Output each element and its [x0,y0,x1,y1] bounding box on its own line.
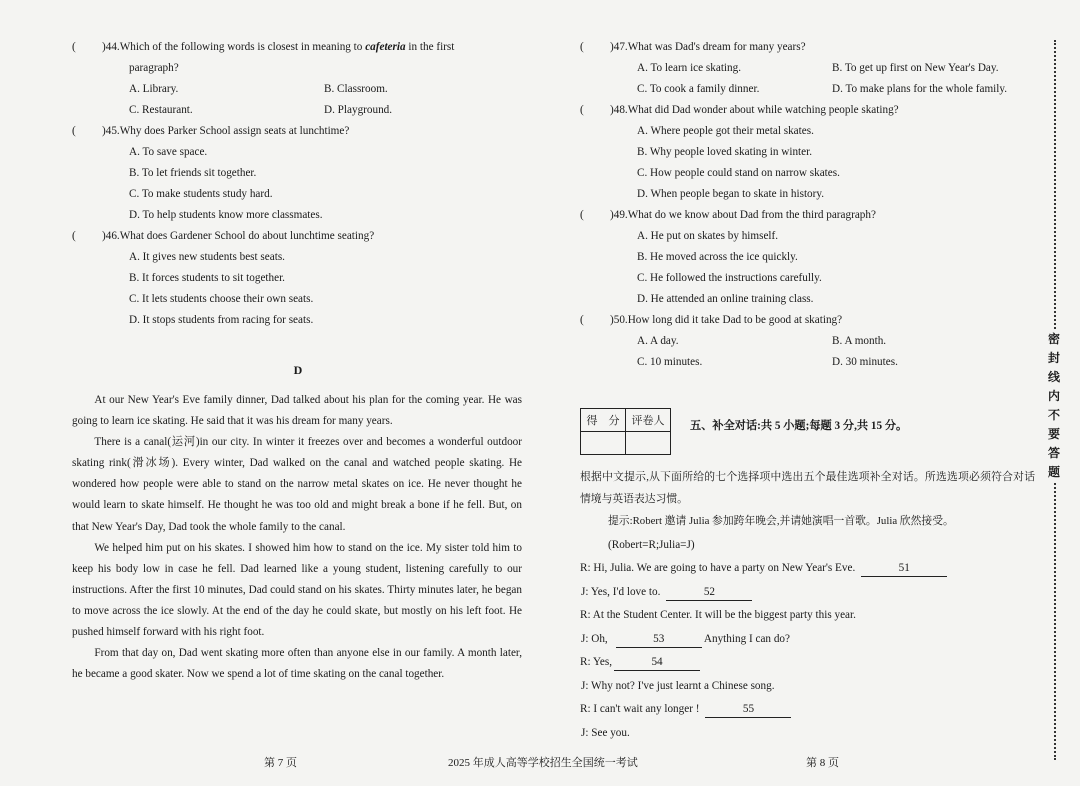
question-46 [72,226,524,331]
grader-header: 评卷人 [626,409,671,432]
option-d[interactable]: D. To help students know more classmates. [129,209,323,221]
question-50 [580,310,1035,373]
question-stem: What was Dad's dream for many years? [627,41,806,53]
section-title: 五、补全对话:共 5 小题;每题 3 分,共 15 分。 [690,420,908,432]
score-cell[interactable] [581,432,626,455]
question-number: )48. [610,104,628,116]
passage-paragraph: We helped him put on his skates. I showed him how to stand on the ice. My sister told him to keep his body low in case he fell. Dad learned like a young student, listening carefully to our instructions. After the first 10 minutes, Dad could stand on his skates. Thirty minutes later, he began to move across the ice slowly. At the end of the day he could skate, but mostly on his left foot. He pushed himself forward with his right foot. [72,541,522,639]
dialogue-line-52 [580,581,1035,605]
dialogue-line-55 [580,698,1035,722]
option-a[interactable]: A. Library. [129,83,179,95]
score-header: 得 分 [581,409,626,432]
option-a[interactable]: A. To learn ice skating. [637,62,742,74]
question-stem: Why does Parker School assign seats at lunchtime? [119,125,350,137]
dialogue-text: R: Hi, Julia. We are going to have a party on New Year's Eve. [580,562,856,574]
option-c[interactable]: C. 10 minutes. [637,356,703,368]
option-b[interactable]: B. Why people loved skating in winter. [637,146,813,158]
dialogue-line-54 [580,651,1035,675]
question-47 [580,37,1035,100]
passage-paragraph: At our New Year's Eve family dinner, Dad talked about his plan for the coming year. He was going to learn ice skating. He said that it was his dream for many years. [72,394,522,428]
dialogue-text: R: Yes, [580,656,613,668]
seal-line-notice: 密封线内不要答题 [1046,330,1062,482]
option-d[interactable]: D. When people began to skate in history. [637,188,825,200]
answer-blank-52[interactable]: 52 [666,585,752,601]
answer-blank-55[interactable]: 55 [705,702,791,718]
question-number: )49. [610,209,628,221]
option-a[interactable]: A. He put on skates by himself. [637,230,779,242]
dialogue-text: Anything I can do? [701,632,790,645]
grader-cell[interactable] [626,432,671,455]
key-word: cafeteria [365,41,406,53]
option-d[interactable]: D. 30 minutes. [832,356,898,368]
instructions: 根据中文提示,从下面所给的七个选择项中选出五个最佳选项补全对话。所选选项必须符合对话情境与英语表达习惯。 [580,471,1035,505]
option-a[interactable]: A. A day. [637,335,679,347]
question-48 [580,100,1035,205]
option-d[interactable]: D. He attended an online training class. [637,293,814,305]
score-table [580,408,671,455]
answer-bracket[interactable]: ( [72,230,76,242]
question-stem-continued: paragraph? [129,62,179,74]
option-d[interactable]: D. To make plans for the whole family. [832,83,1008,95]
question-49 [580,205,1035,310]
passage-paragraph: There is a canal(运河)in our city. In winter it freezes over and becomes a wonderful outdoor skating rink(滑冰场). Every winter, Dad walked on the canal and watched people skating. He wondered how people were able to stand on the narrow metal skates on ice. He never thought he would learn to skate himself. He thought he was too old and might break a bone if he fell. But, on that New Year's Day, Dad took the whole family to the canal. [72,436,522,533]
question-number: )50. [610,314,628,326]
option-c[interactable]: C. It lets students choose their own seats. [129,293,314,305]
question-number: )45. [102,125,120,137]
option-c[interactable]: C. To make students study hard. [129,188,273,200]
option-b[interactable]: B. A month. [832,335,887,347]
passage-d [72,360,524,685]
question-number: )46. [102,230,120,242]
left-page [72,37,524,331]
option-d[interactable]: D. It stops students from racing for seats. [129,314,314,326]
option-b[interactable]: B. Classroom. [324,83,388,95]
option-c[interactable]: C. How people could stand on narrow skates. [637,167,840,179]
dialogue-text: R: I can't wait any longer ! [580,703,700,715]
option-a[interactable]: A. Where people got their metal skates. [637,125,814,137]
question-number: )44. [102,41,120,53]
option-b[interactable]: B. To let friends sit together. [129,167,257,179]
option-b[interactable]: B. It forces students to sit together. [129,272,285,284]
option-b[interactable]: B. To get up first on New Year's Day. [832,62,999,74]
answer-bracket[interactable]: ( [72,125,76,137]
question-stem: What does Gardener School do about lunchtime seating? [119,230,375,242]
dialogue-text: J: Yes, I'd love to. [581,585,661,598]
answer-bracket[interactable]: ( [580,104,584,116]
answer-blank-54[interactable]: 54 [614,655,700,671]
answer-bracket[interactable]: ( [580,209,584,221]
option-c[interactable]: C. He followed the instructions carefully. [637,272,822,284]
answer-bracket[interactable]: ( [580,41,584,53]
hint: 提示:Robert 邀请 Julia 参加跨年晚会,并请她演唱一首歌。Julia 欣然接受。 [608,515,954,527]
option-b[interactable]: B. He moved across the ice quickly. [637,251,798,263]
page-number-right: 第 8 页 [806,757,839,769]
answer-bracket[interactable]: ( [72,41,76,53]
section-five [580,408,1035,745]
right-page [580,37,1035,373]
section-title: D [293,363,303,377]
answer-blank-51[interactable]: 51 [861,561,947,577]
dialogue-line: J: Why not? I've just learnt a Chinese song. [581,679,775,692]
option-a[interactable]: A. To save space. [129,146,208,158]
question-44 [72,37,524,121]
dialogue-text: J: Oh, [581,632,608,645]
question-stem: What did Dad wonder about while watching people skating? [627,104,899,116]
question-stem: Which of the following words is closest in meaning to [119,41,366,53]
dialogue-line: J: See you. [581,726,630,739]
passage-paragraph: From that day on, Dad went skating more often than anyone else in our family. A month later, he became a good skater. Now we spend a lot of time skating on the canal together. [72,647,522,681]
exam-title: 2025 年成人高等学校招生全国统一考试 [448,757,638,769]
dialogue-line: R: At the Student Center. It will be the biggest party this year. [580,609,856,621]
role-legend: (Robert=R;Julia=J) [608,539,695,551]
option-d[interactable]: D. Playground. [324,104,393,116]
page-number-left: 第 7 页 [264,757,297,769]
option-a[interactable]: A. It gives new students best seats. [129,251,285,263]
answer-blank-53[interactable]: 53 [616,632,702,648]
question-stem: What do we know about Dad from the third paragraph? [627,209,876,221]
dialogue-line-51 [580,557,1035,581]
dialogue-line-53 [580,628,1035,652]
option-c[interactable]: C. Restaurant. [129,104,193,116]
question-number: )47. [610,41,628,53]
question-stem: How long did it take Dad to be good at skating? [627,314,843,326]
question-stem-end: in the first [405,41,455,53]
question-45 [72,121,524,226]
answer-bracket[interactable]: ( [580,314,584,326]
option-c[interactable]: C. To cook a family dinner. [637,83,760,95]
